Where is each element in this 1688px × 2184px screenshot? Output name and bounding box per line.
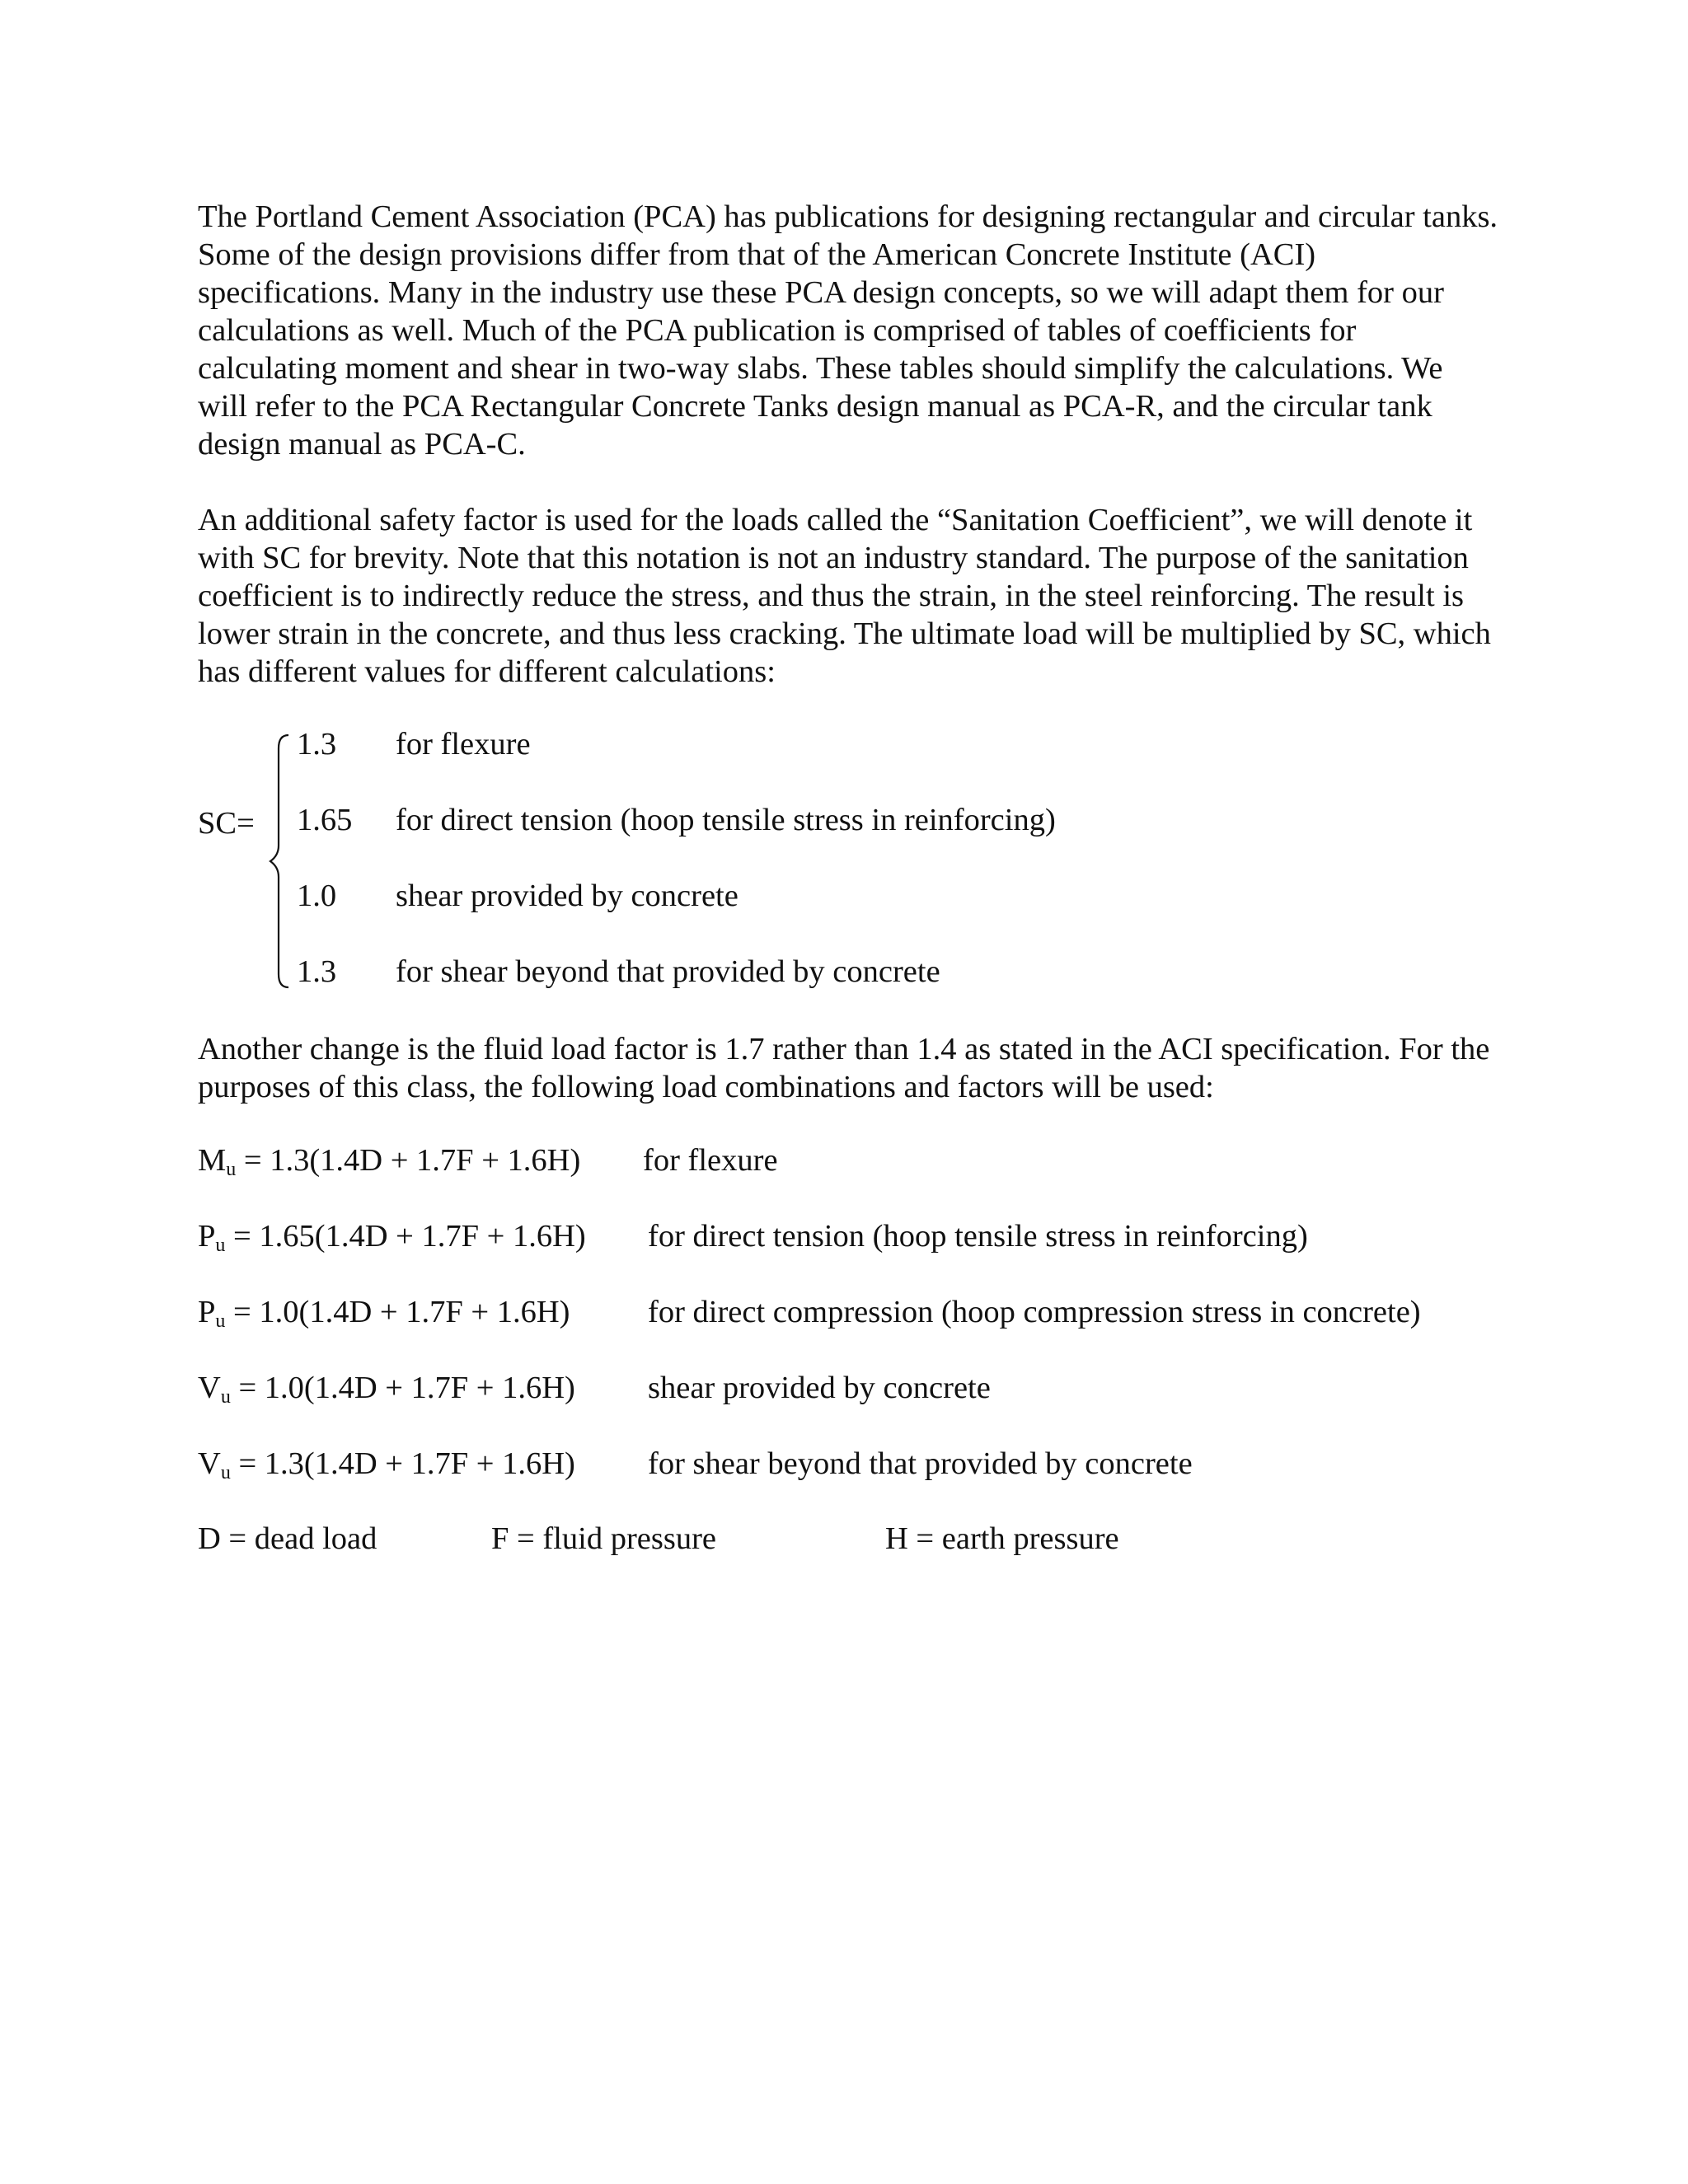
- equation-tension: $P_u = 1.65(1.4D + 1.7F + 1.6H)$: [198, 1219, 586, 1256]
- equation-shear-concrete-desc: shear provided by concrete: [648, 1371, 991, 1405]
- sc-desc-flexure: for flexure: [396, 727, 531, 762]
- legend-dead-load: D = dead load: [198, 1521, 377, 1556]
- equation-shear-concrete: $V_u = 1.0(1.4D + 1.7F + 1.6H)$: [198, 1371, 575, 1408]
- legend-earth-pressure: H = earth pressure: [885, 1521, 1119, 1556]
- equation-compression-desc: for direct compression (hoop compression stress in concrete): [648, 1295, 1421, 1329]
- equation-moment-flexure: $M_u = 1.3(1.4D + 1.7F + 1.6H)$: [198, 1143, 581, 1180]
- sc-value-flexure: 1.3: [297, 727, 337, 762]
- sc-value-shear-concrete: 1.0: [297, 879, 337, 913]
- sc-desc-shear-concrete: shear provided by concrete: [396, 879, 738, 913]
- sc-value-shear-beyond: 1.3: [297, 954, 337, 989]
- legend-fluid-pressure: F = fluid pressure: [491, 1521, 716, 1556]
- equation-moment-flexure-desc: for flexure: [643, 1143, 778, 1178]
- sc-desc-shear-beyond: for shear beyond that provided by concrete: [396, 954, 940, 989]
- equation-compression: $P_u = 1.0(1.4D + 1.7F + 1.6H)$: [198, 1295, 570, 1332]
- sanitation-paragraph: An additional safety factor is used for the loads called the “Sanitation Coefficient”, we will denote it with SC for brevity. Note that this notation is not an industry standard. The purpose of the sanitation coefficient is to indirectly reduce the stress, and thus the strain, in the steel reinforcing. The result is lower strain in the concrete, and thus less cracking. The ultimate load will be multiplied by SC, which has different values for different calculations:: [198, 503, 1491, 689]
- equation-tension-desc: for direct tension (hoop tensile stress in reinforcing): [648, 1219, 1308, 1254]
- sanitation-coefficient-definition: [198, 725, 1434, 997]
- sc-value-tension: 1.65: [297, 803, 353, 837]
- intro-paragraph: The Portland Cement Association (PCA) has publications for designing rectangular and circular tanks. Some of the design provisions differ from that of the American Concrete Institute (ACI) specifications. Many in the industry use these PCA design concepts, so we will adapt them for our calculations as well. Much of the PCA publication is comprised of tables of coefficients for calculating moment and shear in two-way slabs. These tables should simplify the calculations. We will refer to the PCA Rectangular Concrete Tanks design manual as PCA-R, and the circular tank design manual as PCA-C.: [198, 199, 1498, 462]
- curly-brace-icon: [267, 732, 292, 991]
- sc-label: SC=: [198, 806, 255, 841]
- equation-shear-beyond: $V_u = 1.3(1.4D + 1.7F + 1.6H)$: [198, 1446, 575, 1483]
- equation-shear-beyond-desc: for shear beyond that provided by concrete: [648, 1446, 1193, 1481]
- sc-desc-tension: for direct tension (hoop tensile stress in reinforcing): [396, 803, 1056, 837]
- load-factor-paragraph: Another change is the fluid load factor is 1.7 rather than 1.4 as stated in the ACI specification. For the purposes of this class, the following load combinations and factors will be used:: [198, 1032, 1490, 1104]
